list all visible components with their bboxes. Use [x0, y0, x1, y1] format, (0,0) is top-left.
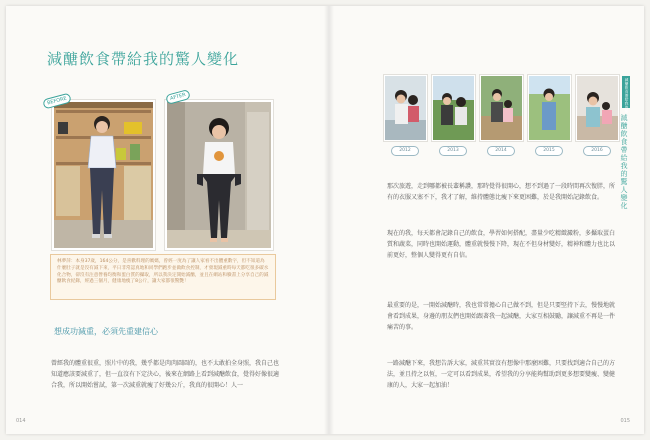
right-paragraph-3: 最重要的是，一開始減醣時，我也常常擔心自己做不到，但是只要堅持下去，慢慢地就會看到成果，身邊的朋友們也開始跟著我一起減醣，大家互相鼓勵，讓減重不再是一件痛苦的事。	[387, 302, 616, 331]
right-page	[332, 6, 644, 434]
section-subheading: 想成功減重，必須先重建信心	[54, 327, 158, 336]
before-photo	[51, 99, 156, 251]
left-page-number: 014	[16, 418, 26, 424]
right-paragraph-4: 一路減醣下來，我想告訴大家，減重其實沒有想像中那麼困難，只要找到適合自己的方法，並且持之以恆，一定可以看到成果，希望我的分享能夠幫助到更多想要變瘦、變健康的人，大家一起加油！	[387, 360, 616, 389]
after-photo-image	[167, 102, 271, 248]
right-paragraph-2: 現在的我，每天都會記錄自己的飲食，學習如何搭配，盡量少吃精緻澱粉，多攝取蛋白質和蔬菜，同時也開始運動，體重就慢慢下降，現在不但身材變好，精神和體力也比以前更好，整個人變得更有自信。	[387, 230, 616, 259]
vertical-chapter-title: 減醣飲食帶給我的驚人變化	[620, 114, 628, 210]
thumb-photo	[527, 74, 572, 142]
year-badge: 2014	[487, 146, 515, 156]
right-page-number: 015	[620, 418, 630, 424]
after-photo	[164, 99, 274, 251]
book-spread	[6, 6, 644, 434]
section-tab-label: 減醣飲食帶給我的驚人變化	[625, 78, 629, 125]
profile-info-box	[50, 254, 276, 300]
right-paragraph-1: 那次旅遊，走到哪都被長輩稱讚，那時覺得很開心，想不到過了一段時間再次復胖，所有的衣服又塞不下，我才了解，維持體態比瘦下來更困難，於是我開始記錄飲食。	[387, 183, 616, 201]
thumb-photo	[479, 74, 524, 142]
left-body-text: 曾經我的體重很重，照片中的我，幾乎都是肉肉圓圓的，也不太敢拍全身照，我自己也知道應該要減重了，但一直沒有下定決心，後來在網路上看到減醣飲食，覺得好像很適合我，所以開始嘗試，第一次減重就瘦了好幾公斤，我真的很開心！人一	[51, 360, 280, 389]
year-badge: 2012	[391, 146, 419, 156]
left-page	[6, 6, 328, 434]
after-tag: AFTER	[165, 89, 191, 105]
year-badge: 2016	[583, 146, 611, 156]
thumb-photo	[431, 74, 476, 142]
page-title: 減醣飲食帶給我的驚人變化	[47, 50, 240, 68]
thumb-photo	[383, 74, 428, 142]
year-badge: 2015	[535, 146, 563, 156]
yearly-photo-strip	[383, 74, 619, 162]
year-badge: 2013	[439, 146, 467, 156]
before-tag: BEFORE	[42, 93, 72, 110]
profile-info-text: 林夢萍：本身37歲，164公分，是喜歡料理的媽媽，曾經一度為了讓人家看不出體重數字，但不知道為什麼肚子就是沒有減下來，平日非常認真地和同學們跑步並做飲食控制，才發現減重時每天都吃很多碳水化合物，卻沒有注意營養均衡和蛋白質的攝取，所以我決定開始減醣，並且在網站和臉書上分享自己的減醣飲食紀錄，經過三個月，健康地瘦了8公斤，讓大家都很驚艷！	[57, 259, 269, 285]
before-photo-image	[54, 102, 153, 248]
thumb-photo	[575, 74, 620, 142]
